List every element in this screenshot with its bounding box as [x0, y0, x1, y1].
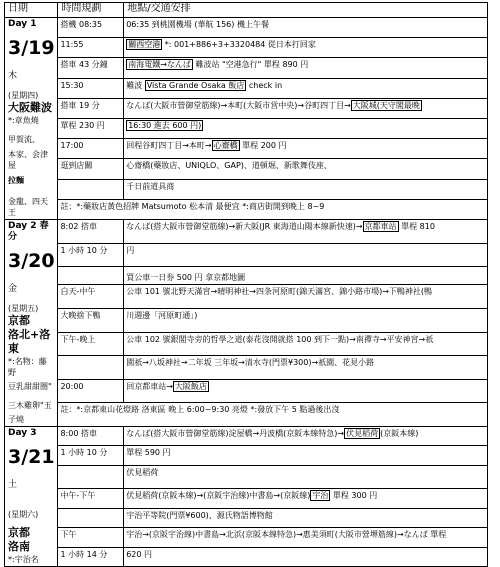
- day-city-2: 洛南: [8, 540, 30, 553]
- day-weekday: (星期五): [8, 304, 39, 313]
- itinerary-table: [4, 2, 488, 567]
- time-cell: 下午: [58, 528, 124, 547]
- table-row: [5, 267, 488, 285]
- time-cell: 11:55: [58, 38, 124, 58]
- table-row: [5, 308, 488, 332]
- header-row: [5, 3, 488, 18]
- day-city-2: 洛北+洛東: [8, 328, 51, 355]
- place-cell: 回程谷町四丁目→本町→ 心齋橋 單程 200 円: [124, 139, 488, 159]
- table-row: [5, 332, 488, 356]
- time-cell: 大晚捨下鴨: [58, 308, 124, 332]
- place-cell: 園祇→八坂神社→二年坂 三年坂→清水寺(門票¥300)→祇園、花見小路: [124, 356, 488, 380]
- place-cell: なんば(搭大阪市營御堂筋線)淀屋橋→丹波橋(京阪本線特急)→ 伏見稻荷 (京阪本線): [124, 427, 488, 446]
- table-row: [5, 446, 488, 465]
- day-weekday: (星期六): [8, 510, 39, 519]
- table-row: [5, 489, 488, 508]
- place-cell: 買公車一日券 500 円 拿京都地圖: [124, 267, 488, 285]
- place-cell: 川週邊「河原町通」): [124, 308, 488, 332]
- table-row: [5, 78, 488, 98]
- day3-date-cell: [5, 427, 58, 567]
- place-cell: 06:35 到桃園機場 (華航 156) 機上午餐: [124, 18, 488, 38]
- time-cell: 1 小時 10 分: [58, 446, 124, 465]
- table-row: [5, 58, 488, 78]
- day-weekday: (星期四): [8, 91, 39, 100]
- time-cell: 單程 230 円: [58, 118, 124, 138]
- footnote-cell: 註：*:京都東山花燈路 洛東區 晚上 6:00~9:30 亮燈 *:發放下午 5 點過後出沒: [58, 403, 488, 427]
- day-label: Day 2 春分: [8, 221, 49, 242]
- table-row: [5, 38, 488, 58]
- table-row: [5, 547, 488, 566]
- place-cell: 16:30 進去 600 円): [124, 118, 488, 138]
- table-row: [5, 508, 488, 527]
- place-cell: 南海電鐵→なんば 難波站 "空港急行" 單程 890 円: [124, 58, 488, 78]
- time-cell: [58, 179, 124, 199]
- day-date: 3/19 木: [8, 37, 55, 81]
- table-row: [5, 18, 488, 38]
- table-row: [5, 118, 488, 138]
- day-city: 京都: [8, 526, 30, 539]
- place-cell: 單程 590 円: [124, 446, 488, 465]
- place-cell: 伏見稻荷(京阪本線)→(京阪宇治線)中書島→(京阪線) 宇治 單程 300 円: [124, 489, 488, 508]
- day-note-1: *:名物：藤野: [8, 357, 47, 377]
- itinerary-sheet: [4, 2, 494, 567]
- table-row: [5, 356, 488, 380]
- day-date: 3/20 金: [8, 250, 55, 294]
- table-row: [5, 465, 488, 489]
- day-note-4: 子燒: [8, 415, 24, 424]
- time-cell: 15:30: [58, 78, 124, 98]
- time-cell: [58, 356, 124, 380]
- header-place: 地點/交通安排: [124, 3, 488, 18]
- table-row: [5, 379, 488, 403]
- place-cell: 円: [124, 243, 488, 267]
- header-time: 時間規劃: [58, 3, 124, 18]
- time-cell: 中午-下午: [58, 489, 124, 508]
- day-note-1: *:宇治名: [8, 555, 39, 564]
- place-cell: 關西空港 *: 001+886+3+3320484 從日本打回家: [124, 38, 488, 58]
- day-date: 3/21 土: [8, 446, 55, 490]
- time-cell: 20:00: [58, 379, 124, 403]
- table-row: [5, 179, 488, 199]
- place-cell: 宇治平等院(門票¥600)、源氏物語博物館: [124, 508, 488, 527]
- day1-date-cell: [5, 18, 58, 220]
- day-note-2: 豆乳甜甜圈": [8, 382, 52, 391]
- table-row: [5, 285, 488, 309]
- time-cell: 1 小時 10 分: [58, 243, 124, 267]
- place-cell: 宇治→(京阪宇治線)中書島→北浜(京阪本線特急)→惠美須町(大阪市營堺筋線)→なんば 單程: [124, 528, 488, 547]
- time-cell: 17:00: [58, 139, 124, 159]
- day-label: Day 1: [8, 19, 37, 29]
- table-row: [5, 98, 488, 118]
- footnote-cell: 註：*:藥妝店黃色招牌 Matsumoto 松本清 最便宜 *:商店街開到晚上 8~9: [58, 199, 488, 219]
- day-city: 大阪難波: [8, 101, 52, 114]
- day-note-1: *:章魚燒: [8, 116, 39, 125]
- day2-date-cell: [5, 220, 58, 427]
- day-note-3: 本家、会津屋: [8, 150, 48, 170]
- time-cell: 搭車 19 分: [58, 98, 124, 118]
- table-row: [5, 528, 488, 547]
- place-cell: なんば(搭大阪市營御堂筋線)→新大阪(JR 東海道山陽本線新快速)→ 京都車站 單程 810: [124, 220, 488, 244]
- table-row: [5, 220, 488, 244]
- place-cell: 回京都車站→ 大阪飯店: [124, 379, 488, 403]
- time-cell: 下午-晚上: [58, 332, 124, 356]
- place-cell: 難波 Vista Grande Osaka 飯店 check in: [124, 78, 488, 98]
- time-cell: 8:00 搭車: [58, 427, 124, 446]
- header-date: 日期: [5, 3, 58, 18]
- place-cell: 公車 102 號銀閣寺旁的哲學之道(泰花沒開就搭 100 到下一點)→南禪寺→平安神宮→祇: [124, 332, 488, 356]
- place-cell: 620 円: [124, 547, 488, 566]
- time-cell: [58, 465, 124, 489]
- time-cell: 逛到店關: [58, 159, 124, 179]
- table-row: [5, 199, 488, 219]
- table-row: [5, 243, 488, 267]
- place-cell: 千日前道具商: [124, 179, 488, 199]
- place-cell: なんば(大阪市營御堂筋線)→本町(大阪市営中央)→谷町四丁目→ 大阪城(天守閣最晩: [124, 98, 488, 118]
- time-cell: 搭機 08:35: [58, 18, 124, 38]
- day-city: 京都: [8, 314, 30, 327]
- time-cell: [58, 267, 124, 285]
- table-row: [5, 159, 488, 179]
- day-label: Day 3: [8, 428, 37, 438]
- day-note-3: 三木雞卵"玉: [8, 401, 52, 410]
- place-cell: 公車 101 號北野天滿宮→晴明神社→四条河原町(錦天滿宮、錦小路市場)→下鴨神社(鴨: [124, 285, 488, 309]
- day-note-4: 拉麵: [8, 176, 24, 185]
- time-cell: 白天-中午: [58, 285, 124, 309]
- table-row: [5, 403, 488, 427]
- time-cell: 1 小時 14 分: [58, 547, 124, 566]
- time-cell: 搭車 43 分鐘: [58, 58, 124, 78]
- table-row: [5, 139, 488, 159]
- time-cell: [58, 508, 124, 527]
- table-row: [5, 427, 488, 446]
- day-note-5: 金龍、四天王: [8, 197, 48, 217]
- day-note-2: 甲賀流、: [8, 135, 40, 144]
- place-cell: 心齋橋(藥妝店、UNIQLO、GAP)、道頓堀、新歌舞伎座、: [124, 159, 488, 179]
- place-cell: 伏見稻荷: [124, 465, 488, 489]
- time-cell: 8:02 搭車: [58, 220, 124, 244]
